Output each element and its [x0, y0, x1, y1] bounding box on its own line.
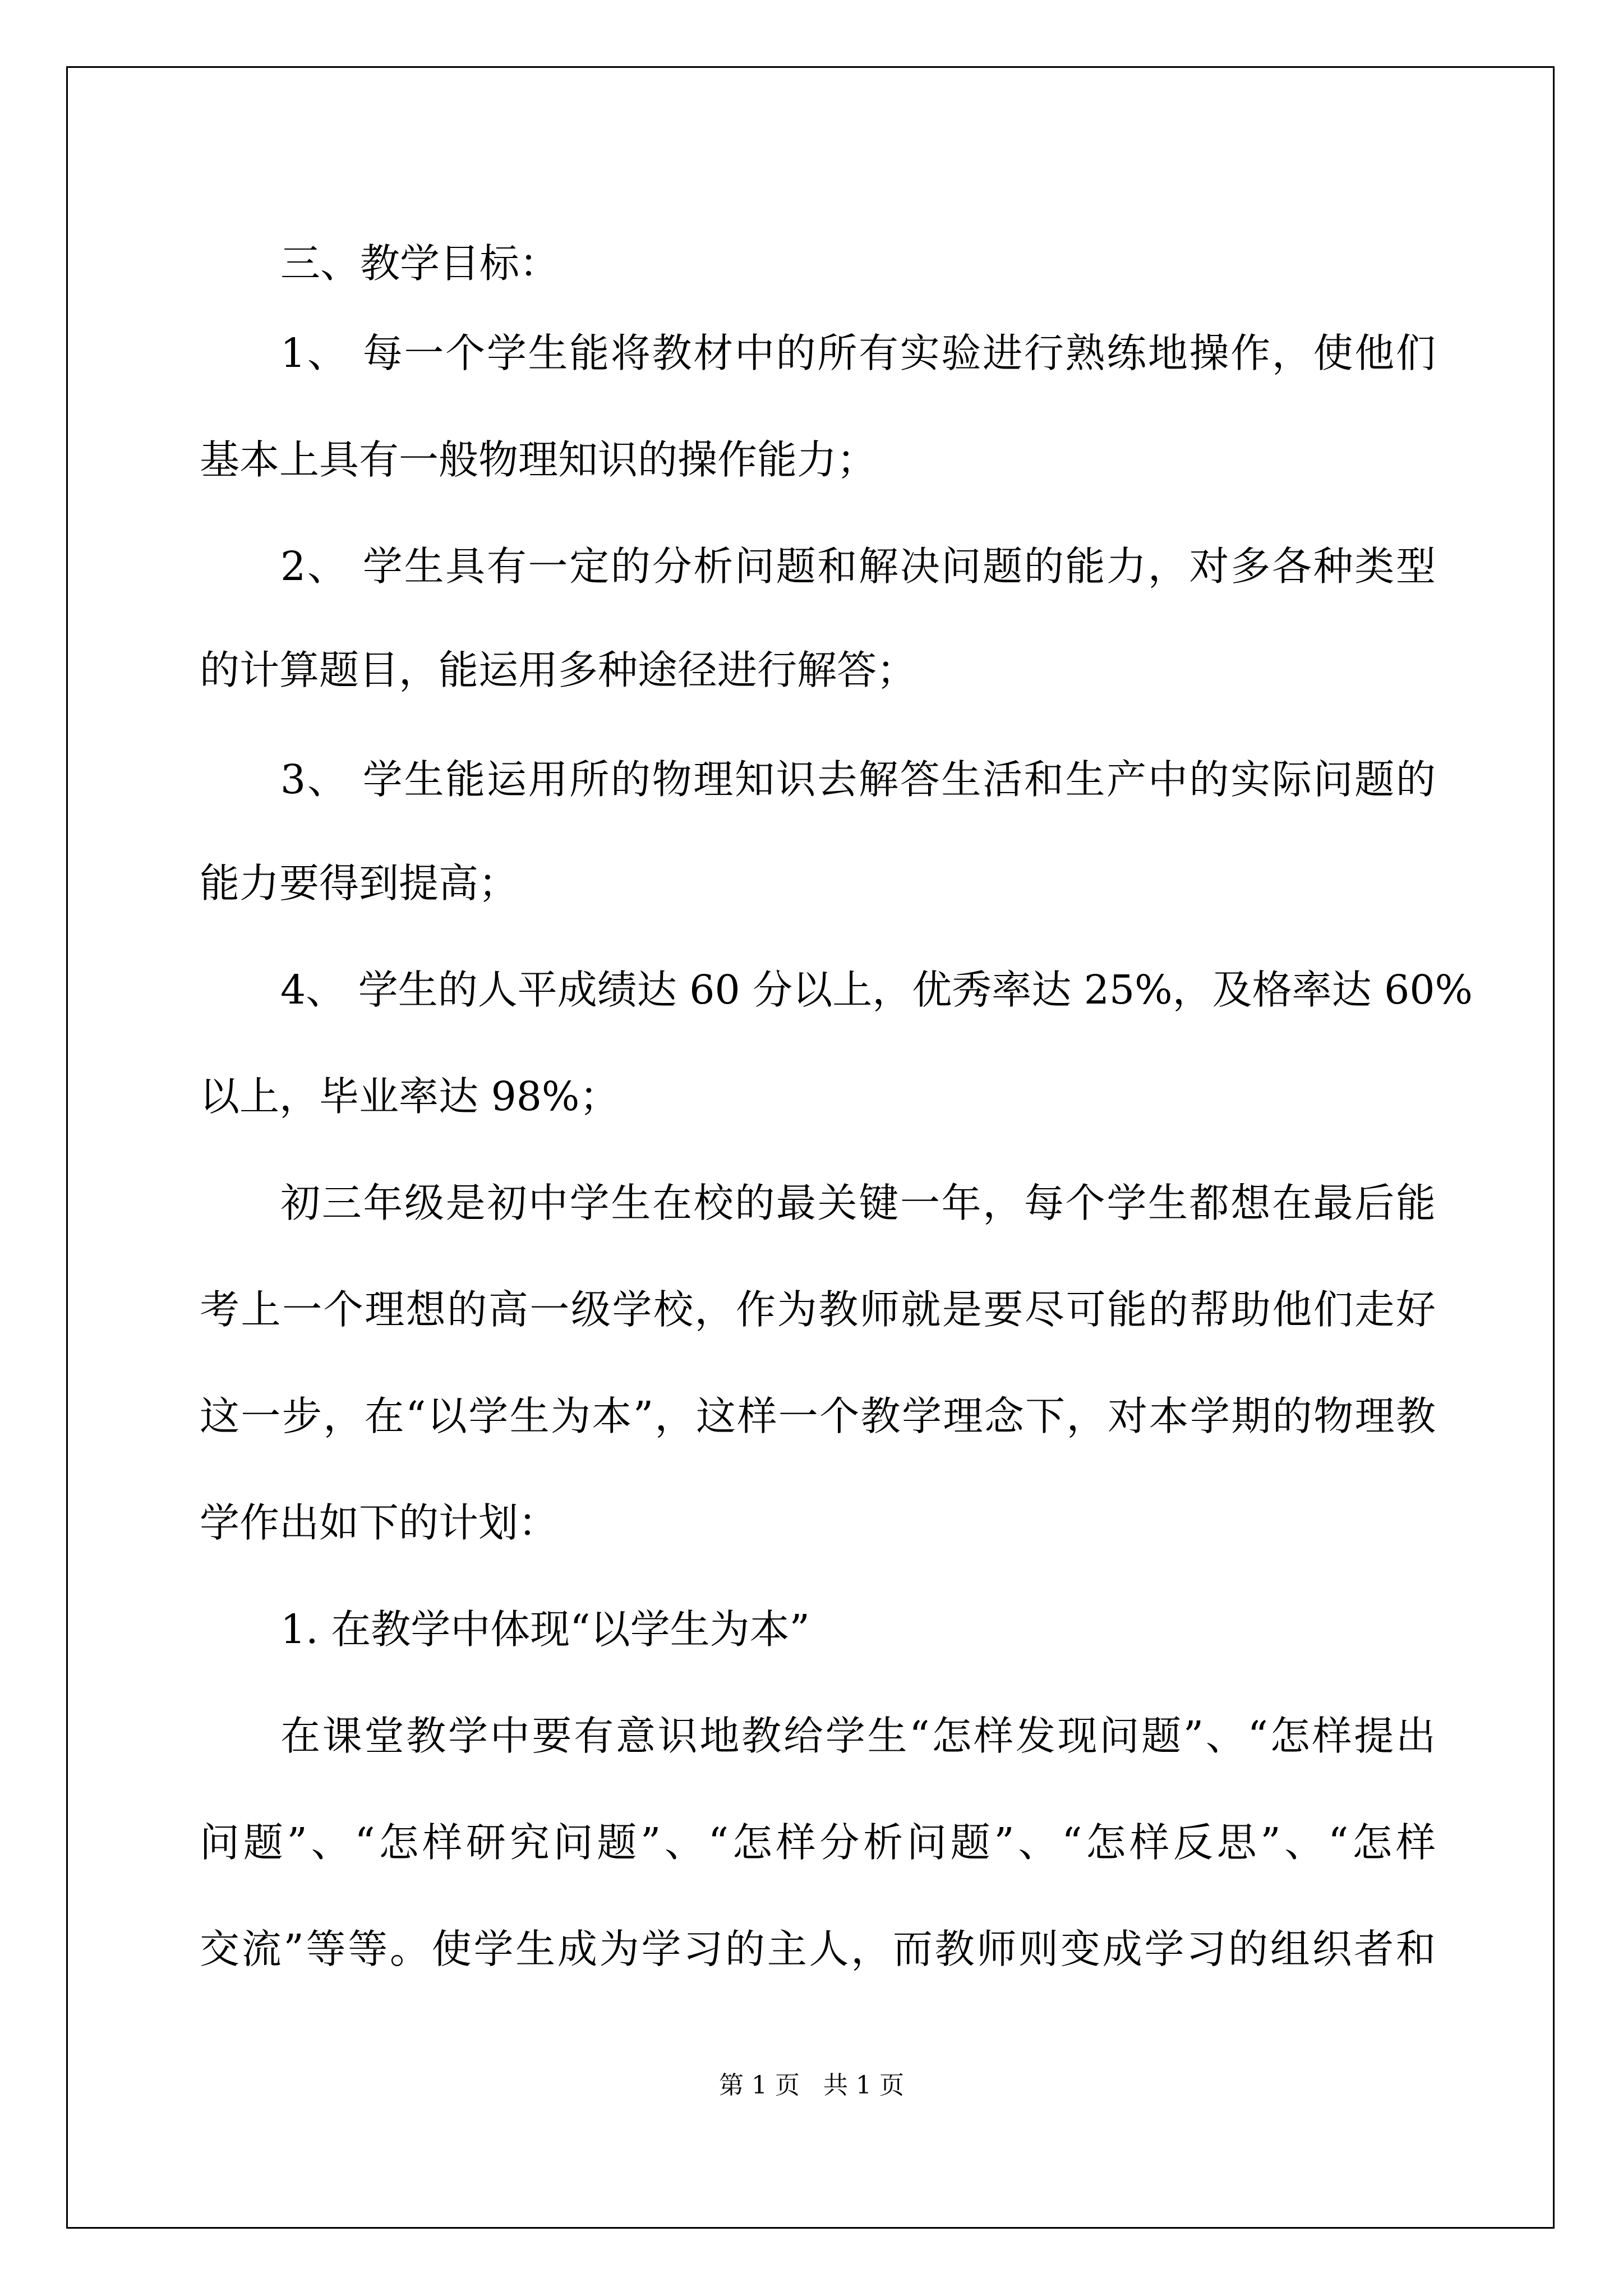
paragraph-line: 1、 每一个学生能将教材中的所有实验进行熟练地操作，使他们	[280, 330, 1436, 376]
paragraph-line: 3、 学生能运用所的物理知识去解答生活和生产中的实际问题的	[280, 756, 1436, 803]
paragraph-line: 的计算题目，能运用多种途径进行解答；	[200, 647, 917, 693]
paragraph-line: 问题”、“怎样研究问题”、“怎样分析问题”、“怎样反思”、“怎样	[200, 1819, 1436, 1866]
paragraph-line: 这一步，在“以学生为本”，这样一个教学理念下，对本学期的物理教	[200, 1393, 1436, 1439]
page-border	[66, 66, 1555, 2229]
paragraph-line: 2、 学生具有一定的分析问题和解决问题的能力，对多各种类型	[280, 543, 1436, 590]
paragraph-line: 三、教学目标：	[280, 240, 560, 287]
paragraph-line: 在课堂教学中要有意识地教给学生“怎样发现问题”、“怎样提出	[280, 1713, 1436, 1759]
paragraph-line: 4、 学生的人平成绩达 60 分以上，优秀率达 25%，及格率达 60%	[280, 967, 1473, 1013]
paragraph-line: 交流”等等。使学生成为学习的主人，而教师则变成学习的组织者和	[200, 1926, 1436, 1972]
paragraph-line: 以上，毕业率达 98%；	[200, 1073, 620, 1120]
paragraph-line: 考上一个理想的高一级学校，作为教师就是要尽可能的帮助他们走好	[200, 1286, 1436, 1333]
paragraph-line: 学作出如下的计划：	[200, 1499, 559, 1546]
paragraph-line: 基本上具有一般物理知识的操作能力；	[200, 436, 877, 483]
section-heading: 1. 在教学中体现“以学生为本”	[280, 1606, 810, 1653]
page-footer: 第 1 页 共 1 页	[719, 2071, 904, 2100]
paragraph-line: 初三年级是初中学生在校的最关键一年，每个学生都想在最后能	[280, 1180, 1436, 1226]
paragraph-line: 能力要得到提高；	[200, 860, 519, 907]
